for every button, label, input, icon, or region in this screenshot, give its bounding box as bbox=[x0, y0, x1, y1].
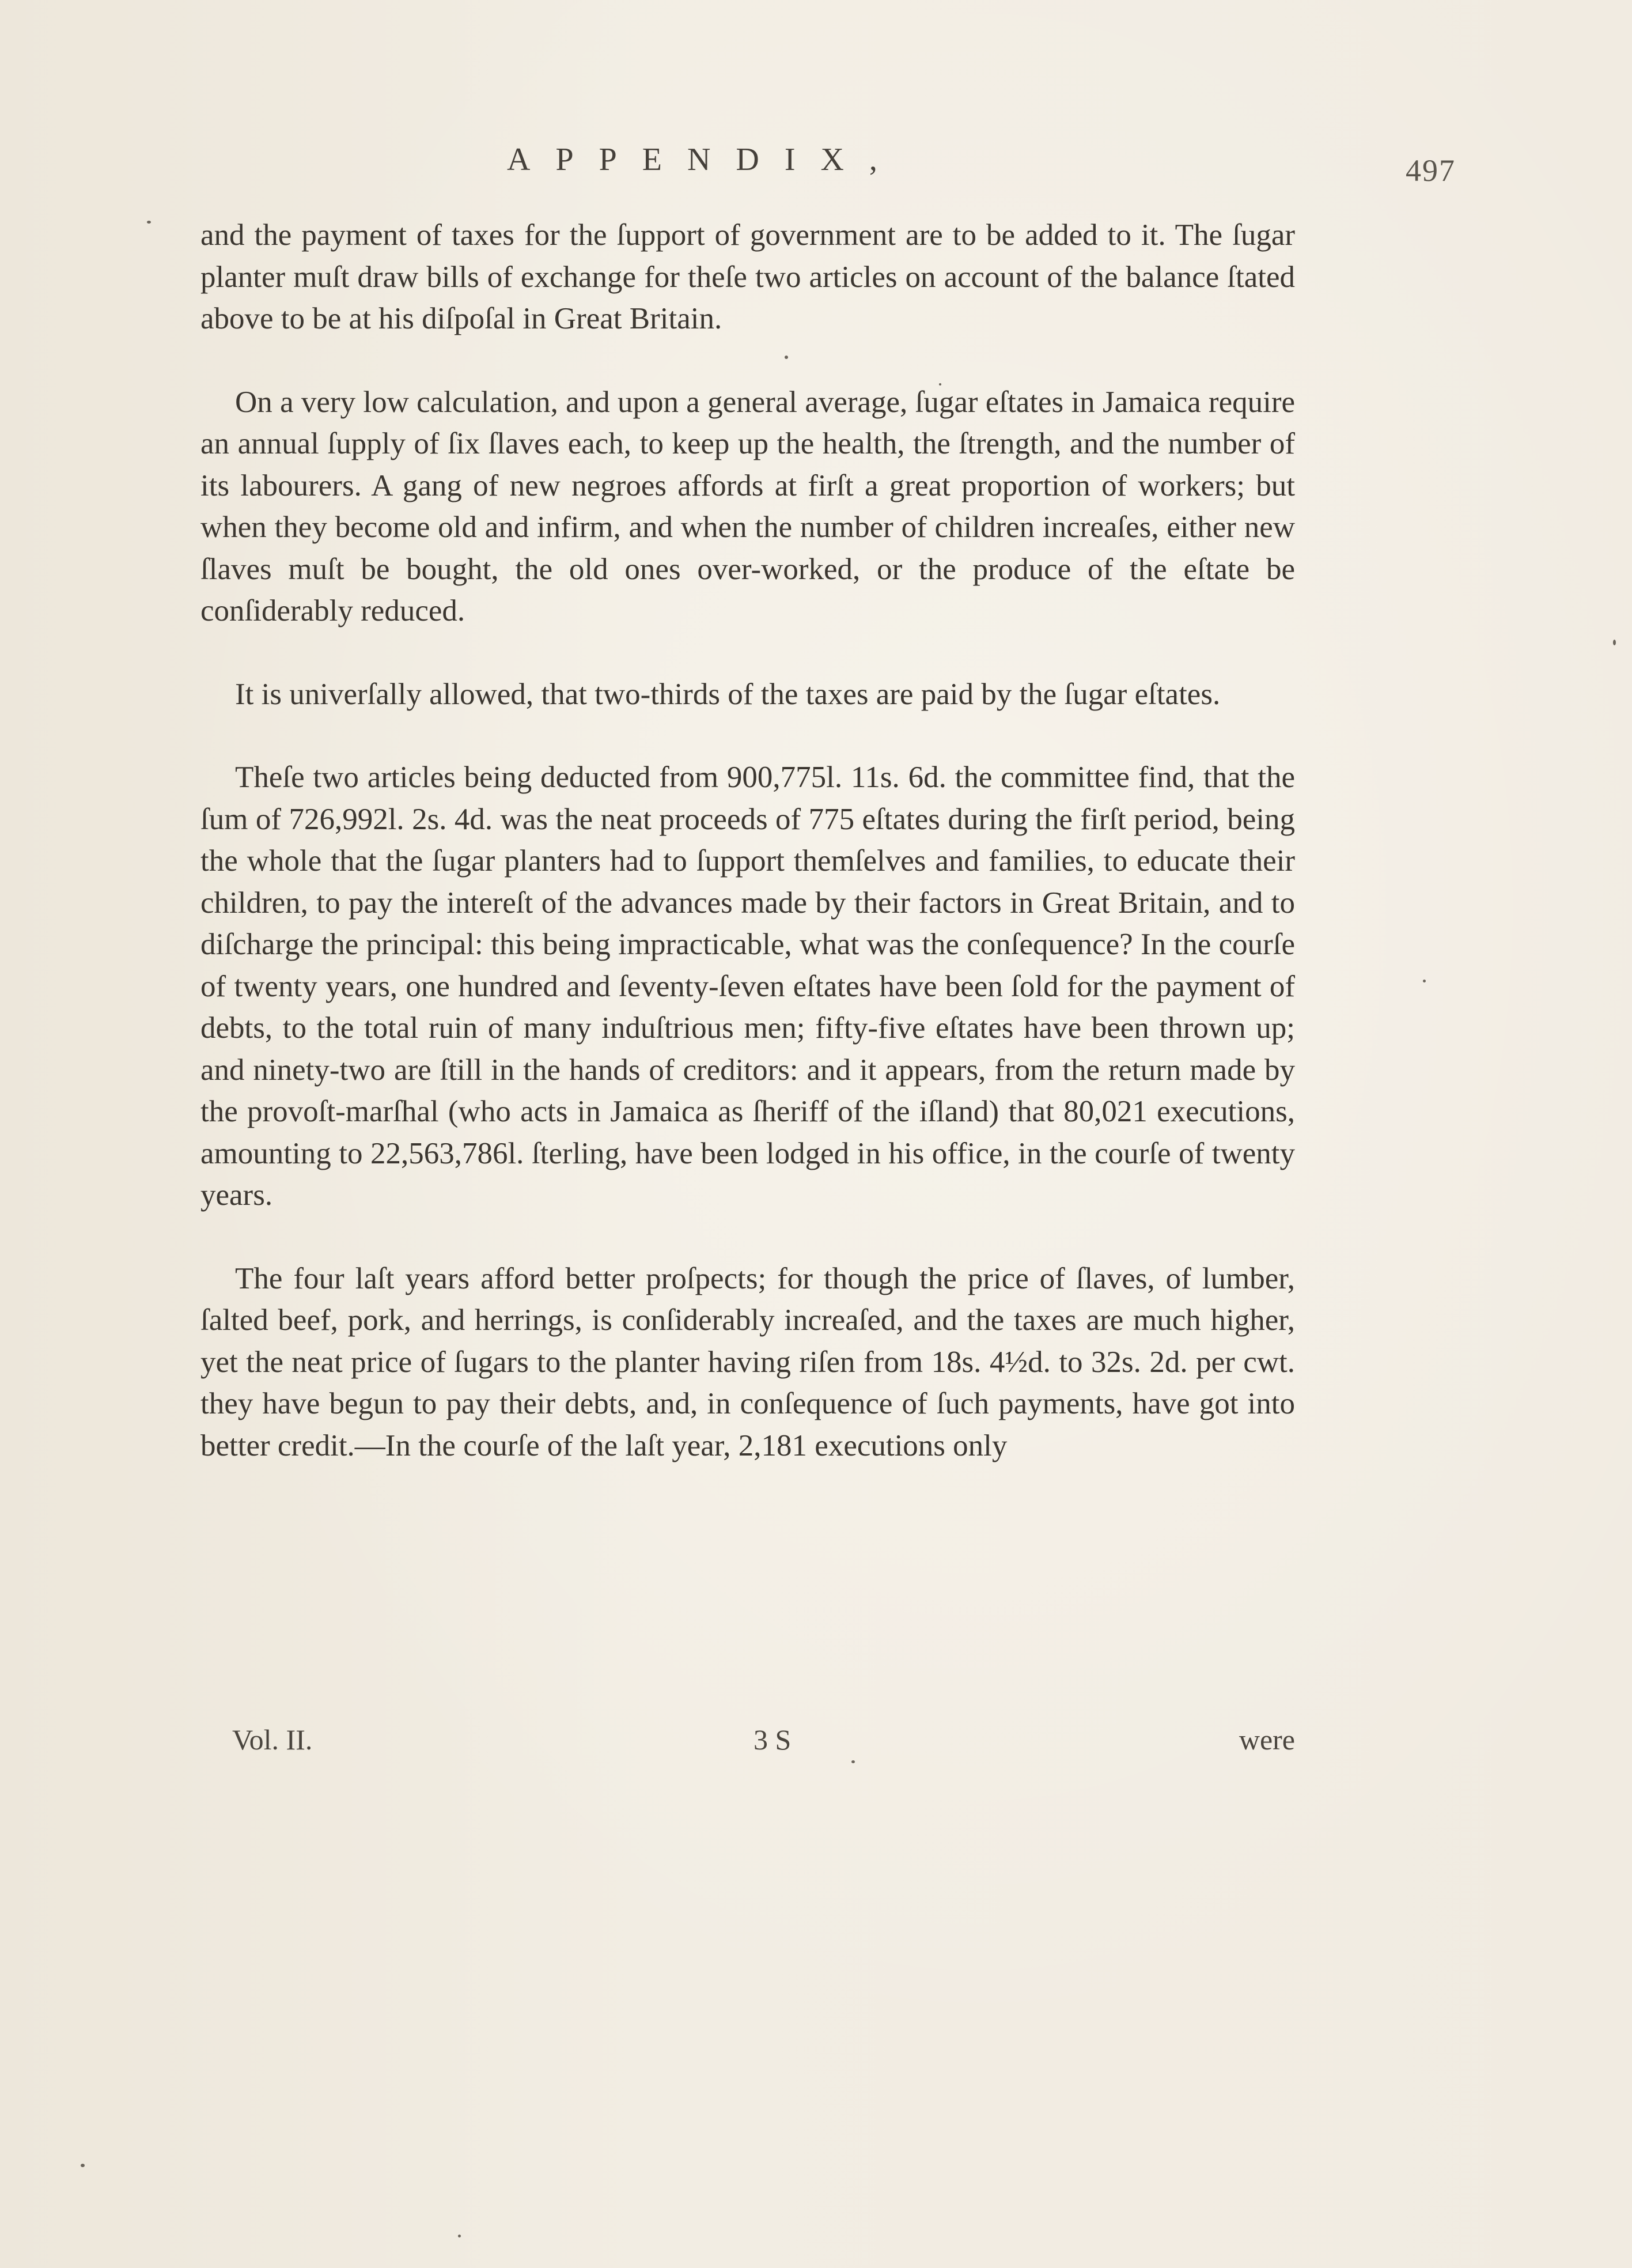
volume-label: Vol. II. bbox=[232, 1723, 313, 1756]
paper-speck bbox=[1423, 980, 1426, 982]
paragraph-taxes: It is univerſally allowed, that two-thirds of the taxes are paid by the ſugar eſtates. bbox=[235, 677, 1221, 711]
body-text bbox=[200, 214, 1295, 1466]
catchword: were bbox=[1239, 1723, 1295, 1756]
paper-speck bbox=[81, 2164, 85, 2167]
paragraph-four-last-years: The four laſt years afford better proſpects; for though the price of ſlaves, of lumber, ſalted beef, pork, and herrings, is conſiderably increaſed, and the taxes are much higher, yet the neat price of ſugars to the planter having riſen from 18s. 4½d. to 32s. 2d. per cwt. they have begun to pay their debts, and, in conſequence of ſuch payments, have got into better credit.—In the courſe of the laſt year, 2,181 executions only bbox=[200, 1261, 1295, 1462]
page-number: 497 bbox=[1406, 153, 1456, 188]
paragraph-neat-proceeds: Theſe two articles being deducted from 900,775l. 11s. 6d. the committee find, that the ſum of 726,992l. 2s. 4d. was the neat proceeds of 775 eſtates during the firſt period, being the whole that the ſugar planters had to ſupport themſelves and families, to educate their children, to pay the intereſt of the advances made by their factors in Great Britain, and to diſcharge the principal: this being impracticable, what was the conſequence? In the courſe of twenty years, one hundred and ſeventy-ſeven eſtates have been ſold for the payment of debts, to the total ruin of many induſtrious men; fifty-five eſtates have been thrown up; and ninety-two are ſtill in the hands of creditors: and it appears, from the return made by the provoſt-marſhal (who acts in Jamaica as ſheriff of the iſland) that 80,021 executions, amounting to 22,563,786l. ſterling, have been lodged in his office, in the courſe of twenty years. bbox=[200, 761, 1295, 1212]
signature-mark: 3 S bbox=[753, 1723, 792, 1756]
paragraph-continuation: and the payment of taxes for the ſupport of government are to be added to it. The ſugar planter muſt draw bills of exchange for theſe two articles on account of the balance ſtated above to be at his diſpoſal in Great Britain. bbox=[200, 218, 1295, 335]
paper-speck bbox=[147, 221, 151, 224]
page-footer bbox=[200, 1723, 1295, 1763]
paper-speck bbox=[458, 2235, 461, 2237]
paper-speck bbox=[785, 356, 788, 359]
paper-speck bbox=[1613, 640, 1616, 645]
paragraph-slave-supply: On a very low calculation, and upon a general average, ſugar eſtates in Jamaica require an annual ſupply of ſix ſlaves each, to keep up the health, the ſtrength, and the number of its labourers. A gang of new negroes affords at firſt a great proportion of workers; but when they become old and infirm, and when the number of children increaſes, either new ſlaves muſt be bought, the old ones over-worked, or the produce of the eſtate be conſiderably reduced. bbox=[200, 385, 1295, 628]
running-head: APPENDIX, bbox=[507, 142, 903, 177]
paper-speck bbox=[939, 383, 941, 385]
paper-speck bbox=[851, 1760, 855, 1763]
